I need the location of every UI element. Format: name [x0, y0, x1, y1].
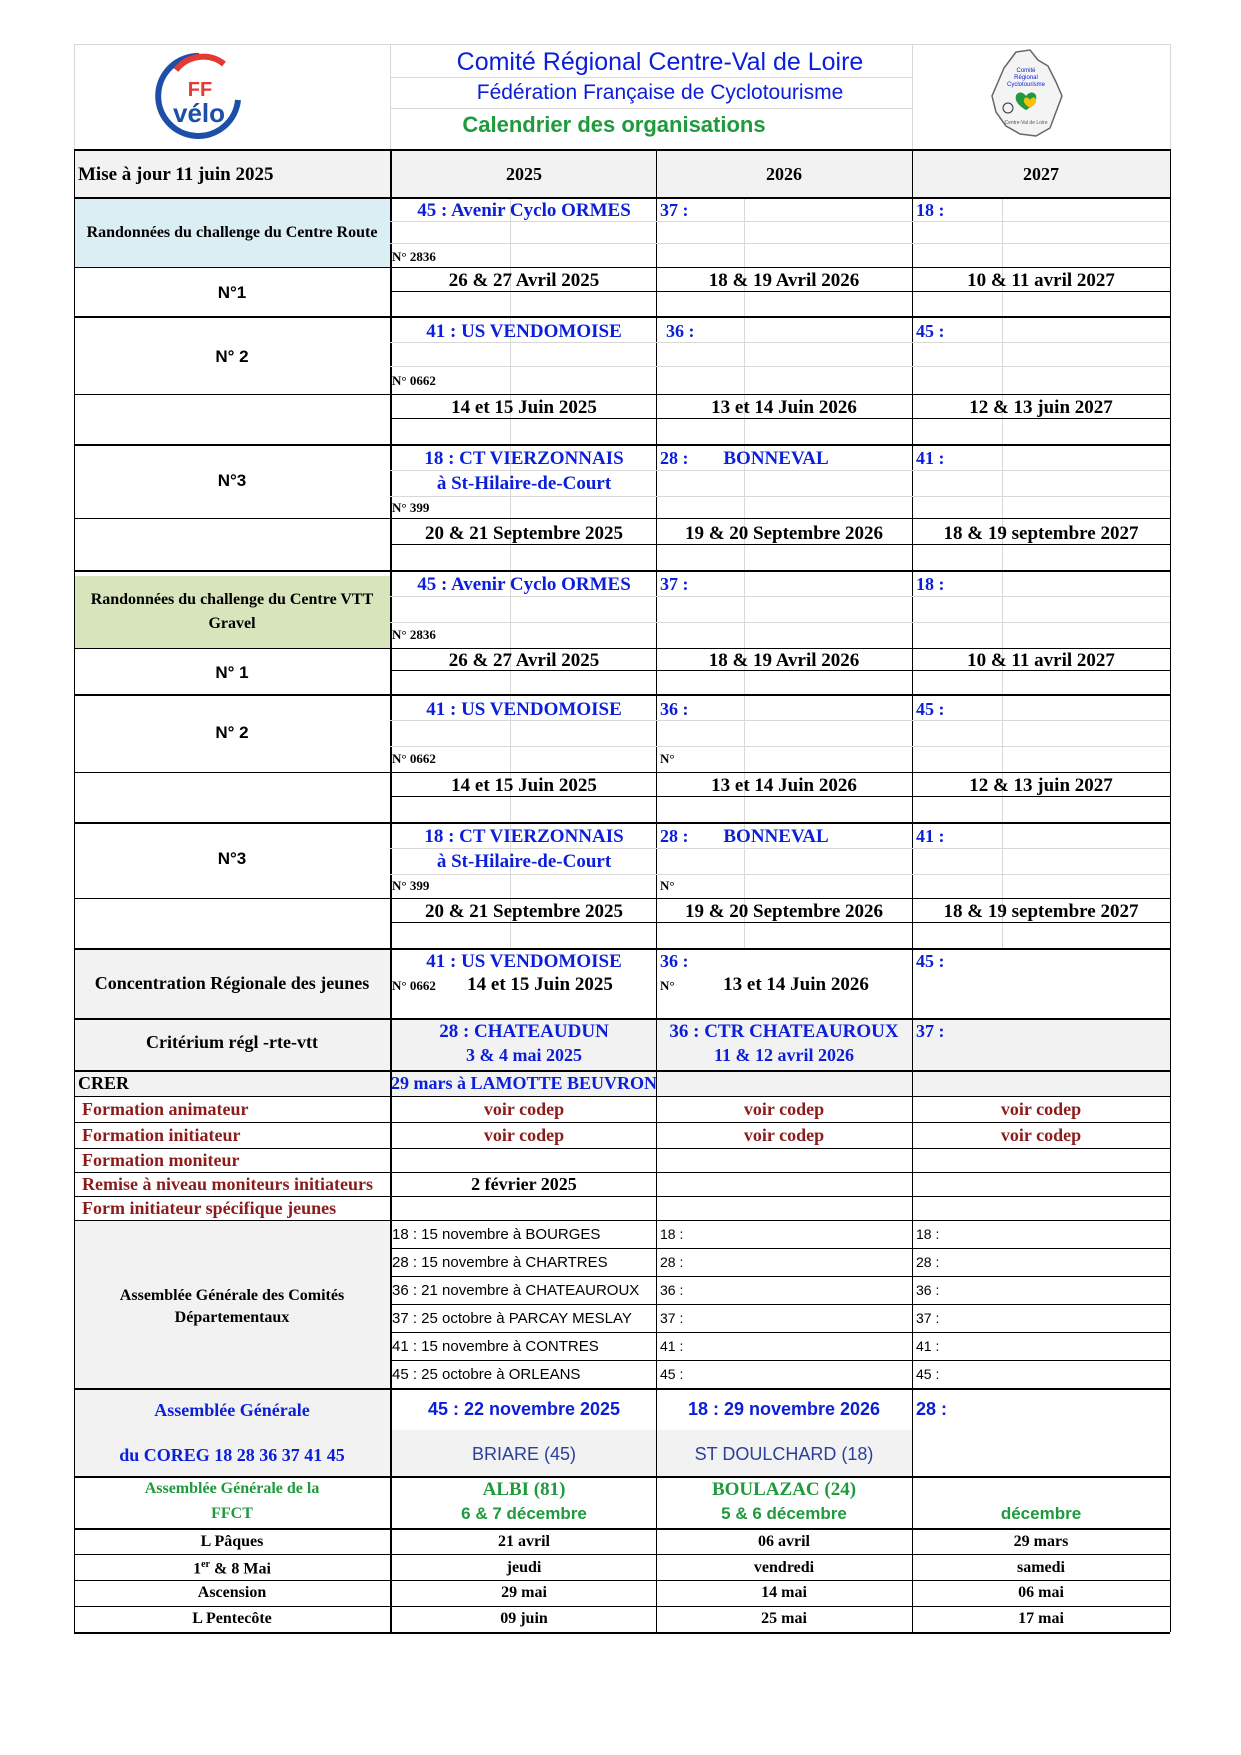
route-n2-2025-club: 41 : US VENDOMOISE [426, 321, 622, 342]
vtt-n3-label: N°3 [217, 849, 247, 868]
jeunes-2026-no: N° [660, 978, 675, 993]
ag-comites-2025: 45 : 25 octobre à ORLEANS [392, 1366, 581, 1383]
holiday-2026: 06 avril [758, 1533, 810, 1550]
jeunes-2025-date: 14 et 15 Juin 2025 [467, 974, 613, 995]
route-n2-2026-date: 13 et 14 Juin 2026 [711, 397, 857, 418]
route-n1-2027-date: 10 & 11 avril 2027 [967, 270, 1115, 291]
formation-label: Formation moniteur [82, 1150, 240, 1170]
ag-comites-2026: 37 : [660, 1310, 684, 1326]
route-n3-2025-no: N° 399 [392, 500, 430, 515]
ag-comites-2026: 18 : [660, 1226, 684, 1242]
ffvelo-logo [154, 50, 244, 142]
region-logo-line-2: Régional [1014, 75, 1038, 81]
ag-comites-2027: 41 : [916, 1338, 940, 1354]
ag-comites-2025: 37 : 25 octobre à PARCAY MESLAY [392, 1310, 632, 1327]
vtt-n2-2027-club: 45 : [916, 699, 945, 719]
criterium-2026-date: 11 & 12 avril 2026 [714, 1045, 854, 1065]
route-n1-2025-no: N° 2836 [392, 249, 436, 264]
formation-value-2025: voir codep [483, 1099, 565, 1119]
ag-comites-2027: 37 : [916, 1310, 940, 1326]
crer-2025: 29 mars à LAMOTTE BEUVRON [390, 1073, 658, 1093]
formation-label: Remise à niveau moniteurs initiateurs [82, 1174, 373, 1194]
route-n3-2025-club: 18 : CT VIERZONNAIS [424, 448, 624, 469]
vtt-label: Randonnées du challenge du Centre VTT Gravel [90, 591, 374, 632]
logo-ff-text: FF [187, 79, 213, 101]
formation-value-2027: voir codep [1000, 1099, 1082, 1119]
route-n3-2026-date: 19 & 20 Septembre 2026 [684, 523, 884, 544]
route-n3-2027-club: 41 : [916, 448, 945, 468]
route-n2-2027-club: 45 : [916, 321, 945, 341]
vtt-n3-2026-date: 19 & 20 Septembre 2026 [684, 901, 884, 922]
jeunes-2025-no: N° 0662 [392, 978, 436, 993]
holiday-2027: 17 mai [1018, 1610, 1064, 1627]
route-n3-2025-date: 20 & 21 Septembre 2025 [424, 523, 624, 544]
route-n2-2027-date: 12 & 13 juin 2027 [969, 397, 1113, 418]
vtt-n2-2025-date: 14 et 15 Juin 2025 [451, 775, 597, 796]
header-federation: Fédération Française de Cyclotourisme [476, 81, 844, 104]
route-n1-2026-date: 18 & 19 Avril 2026 [708, 270, 860, 291]
ag-comites-2027: 18 : [916, 1226, 940, 1242]
jeunes-2026-date: 13 et 14 Juin 2026 [723, 974, 869, 995]
vtt-n1-2025-no: N° 2836 [392, 627, 436, 642]
route-n3-2026-club: BONNEVAL [723, 448, 829, 469]
jeunes-2026-club: 36 : [660, 951, 689, 971]
ag-comites-label-line2: Départementaux [174, 1309, 290, 1326]
vtt-n2-label: N° 2 [215, 723, 249, 742]
route-n2-2026-club: 36 : [666, 321, 695, 341]
formation-value-2026: voir codep [743, 1125, 825, 1145]
ag-comites-2027: 36 : [916, 1282, 940, 1298]
ag-comites-2025: 36 : 21 novembre à CHATEAUROUX [392, 1282, 640, 1299]
holiday-label-num: 1 [193, 1560, 202, 1578]
vtt-n1-2025-club: 45 : Avenir Cyclo ORMES [417, 574, 631, 595]
holiday-2027: 29 mars [1013, 1533, 1069, 1550]
formation-value-2025: 2 février 2025 [471, 1174, 577, 1194]
ag-comites-2025: 28 : 15 novembre à CHARTRES [392, 1254, 608, 1271]
holiday-2026: 25 mai [761, 1610, 807, 1627]
ag-comites-2026: 28 : [660, 1254, 684, 1270]
vtt-n3-2027-date: 18 & 19 septembre 2027 [943, 901, 1139, 922]
ag-comites-2027: 28 : [916, 1254, 940, 1270]
holiday-2026: vendredi [753, 1559, 815, 1576]
vtt-n2-2027-date: 12 & 13 juin 2027 [969, 775, 1113, 796]
ag-ffct-label-line1: Assemblée Générale de la [144, 1480, 320, 1497]
region-map-logo [986, 46, 1066, 142]
vtt-n3-2025-no: N° 399 [392, 878, 430, 893]
ag-comites-bg [74, 1220, 390, 1388]
route-n3-2025-sub: à St-Hilaire-de-Court [436, 473, 612, 494]
region-logo-line-4: Centre-Val de Loire [1004, 120, 1048, 126]
ag-coreg-label-line2: du COREG 18 28 36 37 41 45 [119, 1445, 345, 1465]
holiday-2027: samedi [1017, 1559, 1065, 1576]
ag-coreg-2026-date: 18 : 29 novembre 2026 [687, 1399, 881, 1419]
route-n3-label: N°3 [217, 471, 247, 490]
holiday-2025: 09 juin [500, 1610, 548, 1627]
formation-value-2025: voir codep [483, 1125, 565, 1145]
holiday-label: L Pentecôte [192, 1610, 272, 1627]
colhead-2026: 2026 [766, 164, 802, 184]
jeunes-label: Concentration Régionale des jeunes [94, 973, 370, 993]
route-n1-label: N°1 [217, 283, 247, 302]
vtt-n3-2025-date: 20 & 21 Septembre 2025 [424, 901, 624, 922]
vtt-n3-2026-club: BONNEVAL [723, 826, 829, 847]
route-n2-label: N° 2 [215, 347, 249, 366]
formation-value-2026: voir codep [743, 1099, 825, 1119]
vtt-n1-2025-date: 26 & 27 Avril 2025 [448, 650, 600, 671]
vtt-n1-2027-date: 10 & 11 avril 2027 [967, 650, 1115, 671]
ag-comites-label-line1: Assemblée Générale des Comités [119, 1287, 345, 1304]
ag-coreg-2026-place: ST DOULCHARD (18) [694, 1444, 874, 1464]
ag-comites-2025: 18 : 15 novembre à BOURGES [392, 1226, 601, 1243]
vtt-n2-2026-club: 36 : [660, 699, 689, 719]
ag-ffct-2026-date: 5 & 6 décembre [721, 1504, 847, 1523]
ag-comites-2026: 45 : [660, 1366, 684, 1382]
route-n1-2025-club: 45 : Avenir Cyclo ORMES [417, 200, 631, 221]
holiday-2025: jeudi [506, 1559, 542, 1576]
route-n1-2025-date: 26 & 27 Avril 2025 [448, 270, 600, 291]
holiday-2027: 06 mai [1018, 1584, 1064, 1601]
calendar-sheet [74, 44, 1170, 1632]
criterium-label: Critérium régl -rte-vtt [146, 1032, 318, 1052]
vtt-n3-2025-club: 18 : CT VIERZONNAIS [424, 826, 624, 847]
route-n1-2027-club: 18 : [916, 200, 945, 220]
vtt-n1-2026-club: 37 : [660, 574, 689, 594]
formation-label: Form initiateur spécifique jeunes [82, 1198, 337, 1218]
ag-ffct-2025-place: ALBI (81) [482, 1479, 566, 1500]
colhead-2025: 2025 [506, 164, 542, 184]
holiday-2025: 21 avril [498, 1533, 550, 1550]
ag-comites-2026: 41 : [660, 1338, 684, 1354]
ag-comites-2025: 41 : 15 novembre à CONTRES [392, 1338, 599, 1355]
update-date: Mise à jour 11 juin 2025 [78, 164, 274, 185]
holiday-label-sup: er [201, 1559, 211, 1570]
vtt-n2-2025-club: 41 : US VENDOMOISE [426, 699, 622, 720]
vtt-n2-2026-no: N° [660, 751, 675, 766]
formation-label: Formation initiateur [82, 1125, 241, 1145]
logo-velo-text: vélo [172, 98, 226, 128]
formation-value-2027: voir codep [1000, 1125, 1082, 1145]
holiday-label-rest: & 8 Mai [210, 1560, 271, 1578]
holiday-label [193, 1560, 271, 1577]
ag-ffct-label-line2: FFCT [211, 1505, 253, 1522]
jeunes-2025-club: 41 : US VENDOMOISE [426, 951, 622, 972]
formation-label: Formation animateur [82, 1099, 249, 1119]
colhead-2027: 2027 [1023, 164, 1059, 184]
vtt-n1-2026-date: 18 & 19 Avril 2026 [708, 650, 860, 671]
region-logo-line-3: Cyclotourisme [1006, 82, 1046, 88]
vtt-n3-2026-no: N° [660, 878, 675, 893]
vtt-n3-2026-num: 28 : [660, 826, 689, 846]
route-label: Randonnées du challenge du Centre Route [86, 224, 378, 241]
holiday-label: Ascension [197, 1584, 267, 1601]
route-n3-2027-date: 18 & 19 septembre 2027 [943, 523, 1139, 544]
criterium-2027-club: 37 : [916, 1021, 945, 1041]
region-logo-line-1: Comité [1016, 68, 1036, 74]
holiday-label: L Pâques [200, 1533, 264, 1550]
jeunes-2027-club: 45 : [916, 951, 945, 971]
header-title: Comité Régional Centre-Val de Loire [456, 48, 864, 76]
route-n2-2025-date: 14 et 15 Juin 2025 [451, 397, 597, 418]
ag-coreg-2027-date: 28 : [916, 1399, 948, 1419]
ag-ffct-2027-date: décembre [1000, 1504, 1082, 1523]
crer-label: CRER [78, 1073, 130, 1093]
ag-comites-2026: 36 : [660, 1282, 684, 1298]
ag-coreg-label-line1: Assemblée Générale [154, 1400, 310, 1420]
ag-ffct-2025-date: 6 & 7 décembre [461, 1504, 587, 1523]
vtt-n3-2025-sub: à St-Hilaire-de-Court [436, 851, 612, 872]
vtt-n2-2026-date: 13 et 14 Juin 2026 [711, 775, 857, 796]
ag-coreg-2025-date: 45 : 22 novembre 2025 [427, 1399, 621, 1419]
holiday-2026: 14 mai [761, 1584, 807, 1601]
route-n3-2026-num: 28 : [660, 448, 689, 468]
ag-ffct-2026-place: BOULAZAC (24) [711, 1479, 857, 1500]
vtt-n2-2025-no: N° 0662 [392, 751, 436, 766]
ag-coreg-2025-place: BRIARE (45) [471, 1444, 577, 1464]
route-n1-2026-club: 37 : [660, 200, 689, 220]
criterium-2026-club: 36 : CTR CHATEAUROUX [669, 1021, 899, 1042]
criterium-2025-date: 3 & 4 mai 2025 [466, 1045, 582, 1065]
criterium-2025-club: 28 : CHATEAUDUN [439, 1021, 609, 1042]
ag-comites-2027: 45 : [916, 1366, 940, 1382]
vtt-n3-2027-club: 41 : [916, 826, 945, 846]
vtt-n1-2027-club: 18 : [916, 574, 945, 594]
vtt-n1-label: N° 1 [215, 663, 249, 682]
route-n2-2025-no: N° 0662 [392, 373, 436, 388]
holiday-2025: 29 mai [501, 1584, 547, 1601]
header-calendar: Calendrier des organisations [462, 112, 766, 137]
